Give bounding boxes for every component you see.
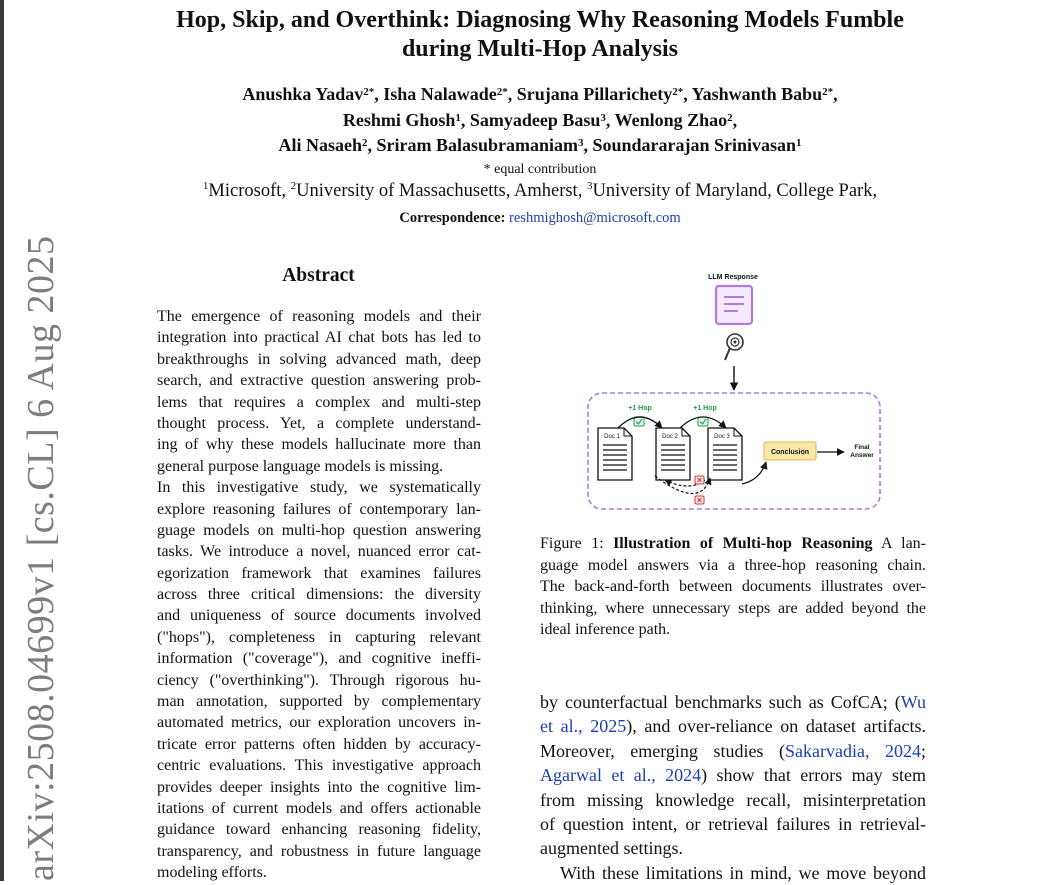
author-affil-sup: 2* [363,86,375,98]
author-separator: , [732,109,738,130]
abstract-line: search, and extractive question answering prob- [157,372,481,390]
doc-2-label: Doc 2 [662,434,678,440]
abstract-line: across three critical dimensions: the diversity [157,586,481,604]
abstract-line: breakthroughs in solving advanced math, deep [157,350,481,368]
title-line-2: during Multi-Hop Analysis [401,36,679,62]
caption-line: thinking, where unnecessary steps are added beyond the [540,599,926,617]
body-line: augmented settings. [540,838,683,859]
author-name: Ali Nasaeh [278,135,362,155]
abstract-heading: Abstract [282,265,355,286]
abstract-line: guidance toward enhancing reasoning fidelity, [157,821,481,839]
abstract-line: centric evaluations. This investigative approach [157,757,481,775]
cross-icon [695,496,704,504]
llm-response-document-icon [716,286,752,324]
author-affil-sup: 1 [455,111,461,124]
abstract-line: ciency ("overthinking"). Through rigorous hu- [157,671,481,689]
check-icon [698,417,708,426]
citation-link[interactable]: et al., 2025 [540,716,627,737]
author-affil-sup: 2 [361,137,368,149]
body-line: of question intent, or retrieval failures in retrieval- [540,813,926,834]
abstract-line: ("hops"), completeness in capturing relevant [157,628,481,646]
author-affil-sup: 3 [577,137,584,149]
correspondence-email-link[interactable]: reshmighosh@microsoft.com [509,210,681,226]
author-separator: , [583,135,593,155]
affiliations [100,181,980,202]
author-separator: , [605,109,615,130]
author-line-1 [100,82,980,108]
author-name: Anushka Yadav [242,84,364,104]
author-affil-sup: 2 [727,111,733,124]
body-line [540,690,926,714]
abstract-line: and uniqueness of source documents involved [157,607,481,625]
abstract-line: lems that requires a complex and multi-step [157,393,481,411]
author-name: Soundararajan Srinivasan [592,135,797,155]
doc-3-label: Doc 3 [714,434,730,440]
author-name: Samyadeep Basu [469,109,601,130]
author-name: Sriram Balasubramaniam [376,135,578,155]
paper-title [100,6,980,64]
body-line: from missing knowledge recall, misinterpretation [540,789,926,810]
body-text-span: by counterfactual benchmarks such as CofCA; ( [540,692,901,712]
abstract-line: man annotation, supported by complementary [157,693,481,711]
abstract-line: automated metrics, our exploration uncovers in- [157,714,481,732]
cross-icon [695,476,704,484]
affil-sup: 2 [290,180,297,192]
doc-1-label: Doc 1 [604,434,620,440]
author-name: Wenlong Zhao [614,109,728,130]
correspondence [100,210,980,227]
caption-text: A lan- [872,535,927,552]
figure-caption [540,533,926,641]
doc3-to-conclusion-arrow [742,462,766,484]
body-line [540,763,926,787]
author-separator: , [833,84,838,104]
left-margin-bar [0,0,4,881]
body-text [540,690,926,885]
abstract-line: tasks. We introduce a novel, nuanced error cat- [157,543,481,561]
title-line-1: Hop, Skip, and Overthink: Diagnosing Why Reasoning Models Fumble [176,7,904,33]
affil-sup: 3 [586,180,593,192]
abstract-line: modeling efforts. [157,864,267,882]
caption-line [540,533,926,555]
abstract-line: In this investigative study, we systematically [157,479,481,497]
figure-1-diagram [580,268,890,523]
body-line [540,739,926,763]
abstract-line: The emergence of reasoning models and their [157,308,481,325]
author-affil-sup: 2* [822,86,834,98]
hop-2-label: +1 Hop [693,405,717,412]
body-text-span: ; [920,740,926,761]
llm-response-label: LLM Response [708,274,758,281]
author-name: Yashwanth Babu [691,84,823,104]
abstract-text [157,306,481,884]
abstract-line: egorization framework that examines failures [157,564,481,582]
author-affil-sup: 2* [496,86,508,98]
abstract-line: information ("coverage"), and cognitive ineffi- [157,650,481,668]
magnifier-icon [725,334,743,360]
body-text-span: ), and over-reliance on dataset artifacts. [626,716,926,737]
author-affil-sup: 1 [796,137,802,149]
caption-line: ideal inference path. [540,621,671,638]
abstract-line: integration into practical AI chat bots has led to [157,329,481,347]
caption-bold-title: Illustration of Multi-hop Reasoning [613,535,873,552]
body-text-span: ) show that errors may stem [701,765,927,786]
author-separator: , [367,135,377,155]
arxiv-identifier[interactable]: arXiv:2508.04699v1 [cs.CL] 6 Aug 2025 [20,235,62,881]
author-name: Reshmi Ghosh [342,109,456,130]
check-icon [634,417,644,426]
affil-name: Microsoft, [208,181,291,201]
author-list [100,82,980,159]
abstract-line: provides deeper insights into the cognitive lim- [157,778,481,796]
caption-label: Figure 1: [540,535,614,552]
final-answer-label-line1: Final [854,444,870,451]
final-answer-label-line2: Answer [850,452,874,459]
abstract-line: guage models on multi-hop question answering [157,521,481,539]
author-separator: , [683,84,692,104]
caption-line: The back-and-forth between documents illustrates over- [540,578,926,595]
conclusion-label: Conclusion [770,449,810,456]
author-affil-sup: 3 [600,111,606,124]
body-line: With these limitations in mind, we move beyond [560,862,926,883]
author-name: Srujana Pillarichety [516,84,673,104]
abstract-line: itations of current models and offers actionable [157,799,481,817]
author-name: Isha Nalawade [383,84,497,104]
author-line-2 [100,108,980,134]
abstract-line: transparency, and robustness in future language [157,842,481,860]
author-affil-sup: 2* [672,86,684,98]
author-separator: , [507,84,517,104]
author-line-3 [100,133,980,159]
body-text-span: Moreover, emerging studies ( [540,740,785,761]
abstract-line: explore reasoning failures of contemporary lan- [157,500,481,518]
abstract-line: general purpose language models is missing. [157,457,444,475]
author-separator: , [460,109,470,130]
hop-1-label: +1 Hop [628,405,652,412]
affil-sup: 1 [202,180,209,192]
abstract-line: tricate error patterns often hidden by accuracy- [157,735,481,753]
correspondence-label: Correspondence: [399,210,506,226]
equal-contribution-note: * equal contribution [483,162,597,177]
author-separator: , [374,84,384,104]
citation-link[interactable]: Sakarvadia, 2024 [784,740,921,761]
body-line [540,714,926,738]
caption-line: guage model answers via a three-hop reasoning chain. [540,556,926,574]
citation-link[interactable]: Agarwal et al., 2024 [540,765,702,786]
citation-link[interactable]: Wu [900,692,926,712]
affil-name: University of Massachusetts, Amherst, [296,181,587,201]
abstract-line: thought process. Yet, a complete understand- [157,414,481,432]
affil-name: University of Maryland, College Park, [592,181,878,201]
abstract-line: ing of why these models hallucinate more than [157,436,481,454]
